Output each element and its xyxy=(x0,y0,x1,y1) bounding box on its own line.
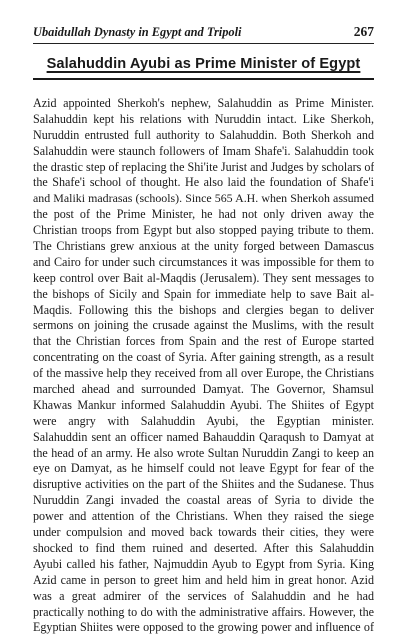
body-line: of the massive help they received from all over Europe, the Christians xyxy=(33,366,374,381)
body-line: the Shafe'i school of thought. He also laid the foundation of Shafe'i xyxy=(33,175,374,190)
body-line: that the Christian forces from Spain and the rest of Europe started xyxy=(33,334,374,349)
body-line: The Christians grew anxious at the unity forged between Damascus xyxy=(33,239,374,254)
body-line: Nuruddin Zangi invaded the coastal areas of Syria to divide the xyxy=(33,493,374,508)
body-line: sermons on joining the crusade against the Muslims, with the result xyxy=(33,318,374,333)
body-line: shocked to find them ruined and deserted. After this Salahuddin xyxy=(33,540,374,555)
page-number: 267 xyxy=(353,24,374,39)
body-line: practically nothing to do with the administrative affairs. However, the xyxy=(33,604,374,619)
section-heading: Salahuddin Ayubi as Prime Minister of Egypt xyxy=(46,56,361,72)
running-header xyxy=(33,24,374,40)
body-line: the drastic step of replacing the Shi'ite Jurist and Judges by scholars of xyxy=(33,159,374,174)
body-line: under compulsion and moved back towards their cities, they were xyxy=(33,525,374,540)
body-line: Salahuddin sent an officer named Bahauddin Qaraqush to Damyat at xyxy=(33,429,374,444)
body-line: were angry with Salahuddin Ayubi, the Egyptian minister. xyxy=(33,413,374,428)
body-line: Ayubi called his father, Najmuddin Ayub to Egypt from Syria. King xyxy=(33,556,374,571)
body-line: the head of an army. He also wrote Sultan Nuruddin Zangi to keep an xyxy=(33,445,374,460)
body-line: power and attention of the Christians. When they raised the siege xyxy=(33,509,374,524)
heading-rule xyxy=(33,78,374,80)
body-line: Christian troops from Egypt but also stopped paying tribute to them. xyxy=(33,223,374,238)
body-line: concentrating on the coast of Syria. After gaining strength, as a result xyxy=(33,350,374,365)
body-line: Maqdis. Following this the bishops and clergies began to deliver xyxy=(33,302,374,317)
body-line: was a great admirer of the services of Salahuddin and he had xyxy=(33,588,374,603)
body-line: the bishops of Sicily and Spain for immediate help to save Bait al- xyxy=(33,286,374,301)
body-line: keep control over Bait al-Maqdis (Jerusalem). They sent messages to xyxy=(33,270,374,285)
body-line: the post of the Prime Minister, he had not only driven away the xyxy=(33,207,374,222)
body-line: Salahuddin kept his relations with Nuruddin intact. Like Sherkoh, xyxy=(33,111,374,126)
body-line: and Cairo for under such circumstances it was impossible for them to xyxy=(33,254,374,269)
body-line: Azid appointed Sherkoh's nephew, Salahuddin as Prime Minister. xyxy=(33,96,374,110)
body-line: Azid came in person to greet him and held him in great honor. Azid xyxy=(33,572,374,587)
body-line: Khawas Mankur informed Salahuddin Ayubi. The Shiites of Egypt xyxy=(33,397,374,412)
body-line: Nuruddin entrusted full authority to Salahuddin. Both Sherkoh and xyxy=(33,127,374,142)
body-line: Salahuddin were staunch followers of Imam Shafe'i. Salahuddin took xyxy=(33,143,374,158)
running-title: Ubaidullah Dynasty in Egypt and Tripoli xyxy=(33,25,242,39)
body-line: marched ahead and surrounded Damyat. The Governor, Shamsul xyxy=(33,382,374,397)
header-rule xyxy=(33,43,374,44)
body-line: and Maliki madrasas (schools). Since 565 A.H. when Sherkoh assumed xyxy=(33,191,374,206)
body-line: disruptive activities on the part of the Shiites and the Sudanese. Thus xyxy=(33,477,374,492)
body-line: Egyptian Shiites were opposed to the growing power and influence of xyxy=(33,620,374,635)
body-line: eye on Damyat, as he himself could not leave Egypt for fear of the xyxy=(33,461,374,476)
body-text xyxy=(33,96,374,636)
